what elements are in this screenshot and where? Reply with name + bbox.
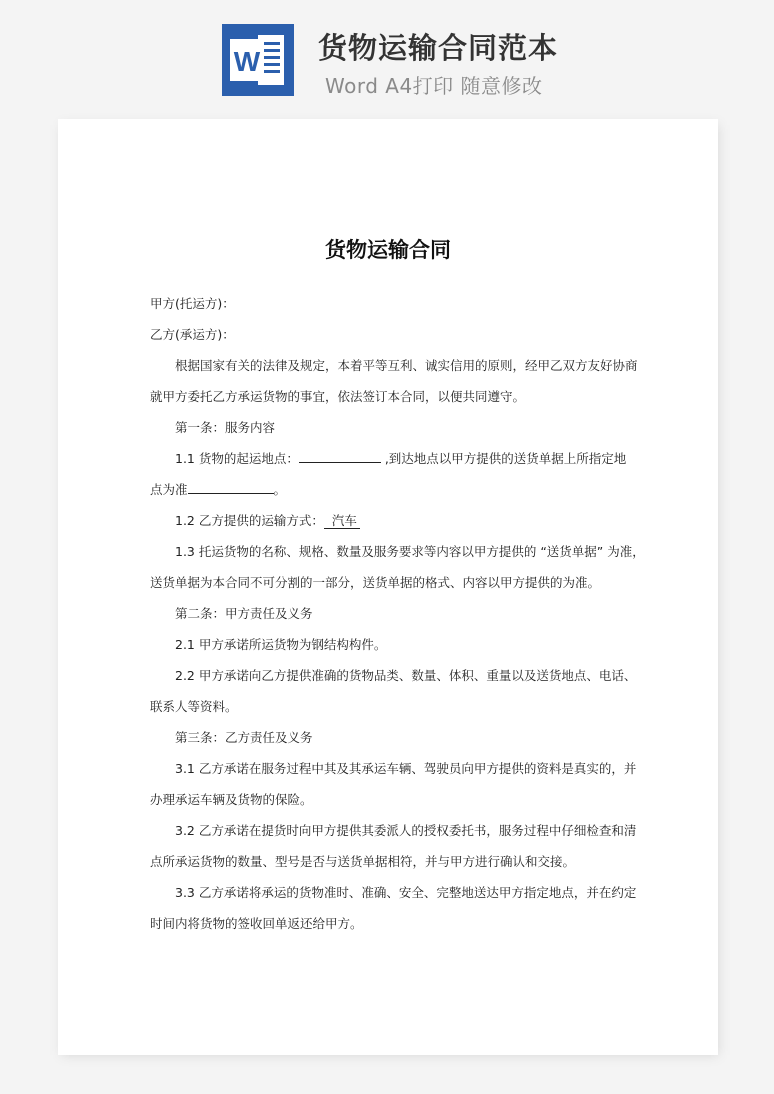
paragraph-line: 时间内将货物的签收回单返还给甲方。 [150,916,363,931]
clause-text: 1.2 乙方提供的运输方式： [175,513,324,528]
clause-1-1-line [175,449,626,467]
document-page [58,119,718,1055]
paragraph-line: 3.1 乙方承诺在服务过程中其及其承运车辆、驾驶员向甲方提供的资料是真实的，并 [175,761,637,776]
paragraph-line: 送货单据为本合同不可分割的一部分，送货单据的格式、内容以甲方提供的为准。 [150,575,601,590]
article-heading: 第一条：服务内容 [175,420,276,435]
svg-text:W: W [233,46,261,77]
banner-title: 货物运输合同范本 [318,31,559,65]
banner-subtitle: Word A4打印 随意修改 [325,74,543,98]
clause-text: ,到达地点以甲方提供的送货单据上所指定地 [380,451,627,466]
paragraph-line: 办理承运车辆及货物的保险。 [150,792,313,807]
banner [0,0,774,110]
document-title: 货物运输合同 [325,238,451,262]
paragraph-line: 3.2 乙方承诺在提货时向甲方提供其委派人的授权委托书，服务过程中仔细检查和清 [175,823,637,838]
transport-mode-field[interactable]: 汽车 [324,513,360,529]
paragraph-line: 3.3 乙方承诺将承运的货物准时、准确、安全、完整地送达甲方指定地点，并在约定 [175,885,637,900]
paragraph-line: 2.1 甲方承诺所运货物为钢结构构件。 [175,637,387,652]
origin-blank-field[interactable] [299,449,381,463]
paragraph-line: 1.3 托运货物的名称、规格、数量及服务要求等内容以甲方提供的 “送货单据” 为准， [175,544,645,559]
clause-1-1-cont-line [150,480,286,498]
clause-text: 点为准 [150,482,188,497]
paragraph-line: 根据国家有关的法律及规定，本着平等互利、诚实信用的原则，经甲乙双方友好协商 [175,358,638,373]
clause-text: 1.1 货物的起运地点： [175,451,299,466]
article-heading: 第三条：乙方责任及义务 [175,730,313,745]
paragraph-line: 联系人等资料。 [150,699,238,714]
party-b-line: 乙方(承运方)： [150,327,235,342]
clause-text: 。 [273,482,287,497]
clause-1-2-line [175,511,360,529]
destination-blank-field[interactable] [188,480,274,494]
paragraph-line: 点所承运货物的数量、型号是否与送货单据相符，并与甲方进行确认和交接。 [150,854,576,869]
word-document-icon [222,24,294,96]
paragraph-line: 就甲方委托乙方承运货物的事宜，依法签订本合同，以便共同遵守。 [150,389,526,404]
paragraph-line: 2.2 甲方承诺向乙方提供准确的货物品类、数量、体积、重量以及送货地点、电话、 [175,668,637,683]
article-heading: 第二条：甲方责任及义务 [175,606,313,621]
party-a-line: 甲方(托运方)： [150,296,235,311]
